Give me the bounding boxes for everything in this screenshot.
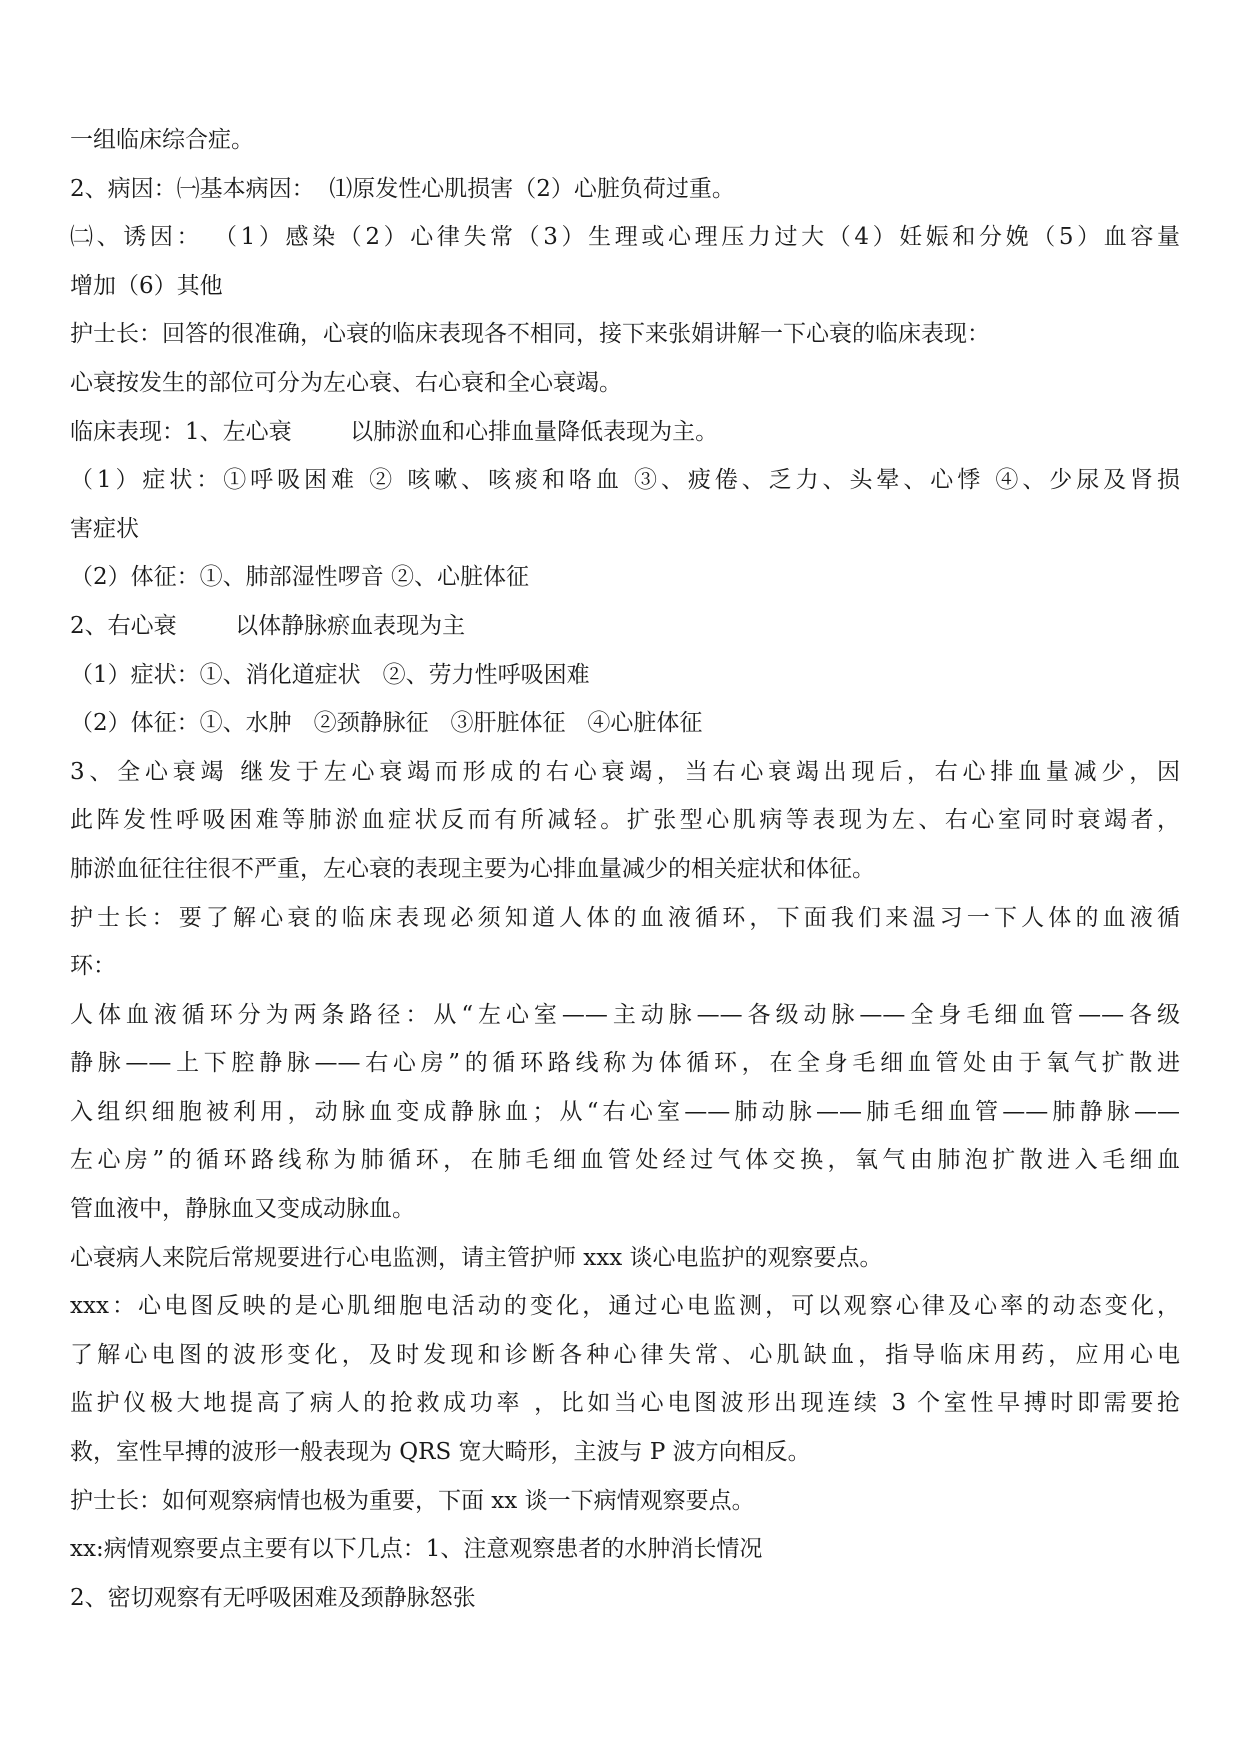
text-line: 肺淤血征往往很不严重，左心衰的表现主要为心排血量减少的相关症状和体征。 (70, 855, 875, 882)
text-line: 心衰按发生的部位可分为左心衰、右心衰和全心衰竭。 (70, 369, 622, 396)
text-line: 管血液中，静脉血又变成动脉血。 (70, 1196, 415, 1223)
text-line: 增加（6）其他 (70, 272, 223, 299)
text-line: （2）体征：①、肺部湿性啰音 ②、心脏体征 (70, 564, 529, 591)
text-line: 2、右心衰 以体静脉瘀血表现为主 (70, 612, 466, 639)
text-line: 环： (70, 953, 116, 980)
text-line: 护士长：回答的很准确，心衰的临床表现各不相同，接下来张娟讲解一下心衰的临床表现： (70, 321, 990, 348)
text-line: ㈡、诱因： （1）感染（2）心律失常（3）生理或心理压力过大（4）妊娠和分娩（5）血容量 (70, 224, 1180, 251)
text-line: 监护仪极大地提高了病人的抢救成功率 ，比如当心电图波形出现连续 3 个室性早搏时即需要抢 (70, 1390, 1180, 1417)
text-line: xx:病情观察要点主要有以下几点：1、注意观察患者的水肿消长情况 (70, 1536, 763, 1563)
text-line: 害症状 (70, 515, 139, 542)
text-line: 心衰病人来院后常规要进行心电监测，请主管护师 xxx 谈心电监护的观察要点。 (70, 1244, 883, 1271)
text-line: （2）体征：①、水肿 ②颈静脉征 ③肝脏体征 ④心脏体征 (70, 710, 703, 737)
text-line: 救，室性早搏的波形一般表现为 QRS 宽大畸形，主波与 P 波方向相反。 (70, 1439, 811, 1466)
text-line: 3、全心衰竭 继发于左心衰竭而形成的右心衰竭，当右心衰竭出现后，右心排血量减少，因 (70, 758, 1180, 785)
text-line: 入组织细胞被利用，动脉血变成静脉血；从“右心室——肺动脉——肺毛细血管——肺静脉—— (70, 1098, 1180, 1125)
document-body (70, 116, 1180, 1622)
text-line: 2、密切观察有无呼吸困难及颈静脉怒张 (70, 1584, 476, 1611)
text-line: 护士长：如何观察病情也极为重要，下面 xx 谈一下病情观察要点。 (70, 1487, 755, 1514)
text-line: 护士长：要了解心衰的临床表现必须知道人体的血液循环，下面我们来温习一下人体的血液循 (70, 904, 1180, 931)
text-line: 了解心电图的波形变化，及时发现和诊断各种心律失常、心肌缺血，指导临床用药，应用心电 (70, 1341, 1180, 1368)
text-line: 临床表现：1、左心衰 以肺淤血和心排血量降低表现为主。 (70, 418, 719, 445)
text-line: （1）症状：①、消化道症状 ②、劳力性呼吸困难 (70, 661, 590, 688)
text-line: 此阵发性呼吸困难等肺淤血症状反而有所减轻。扩张型心肌病等表现为左、右心室同时衰竭者， (70, 807, 1180, 834)
text-line: 人体血液循环分为两条路径：从“左心室——主动脉——各级动脉——全身毛细血管——各级 (70, 1001, 1180, 1028)
text-line: 2、病因：㈠基本病因： ⑴原发性心肌损害（2）心脏负荷过重。 (70, 175, 735, 202)
text-line: 静脉——上下腔静脉——右心房”的循环路线称为体循环，在全身毛细血管处由于氧气扩散进 (70, 1050, 1180, 1077)
text-line: 一组临床综合症。 (70, 127, 254, 153)
text-line: （1）症状：①呼吸困难 ② 咳嗽、咳痰和咯血 ③、疲倦、乏力、头晕、心悸 ④、少尿及肾损 (70, 467, 1180, 494)
text-line: xxx：心电图反映的是心肌细胞电活动的变化，通过心电监测，可以观察心律及心率的动态变化， (70, 1293, 1180, 1320)
text-line: 左心房”的循环路线称为肺循环，在肺毛细血管处经过气体交换，氧气由肺泡扩散进入毛细血 (70, 1147, 1180, 1174)
